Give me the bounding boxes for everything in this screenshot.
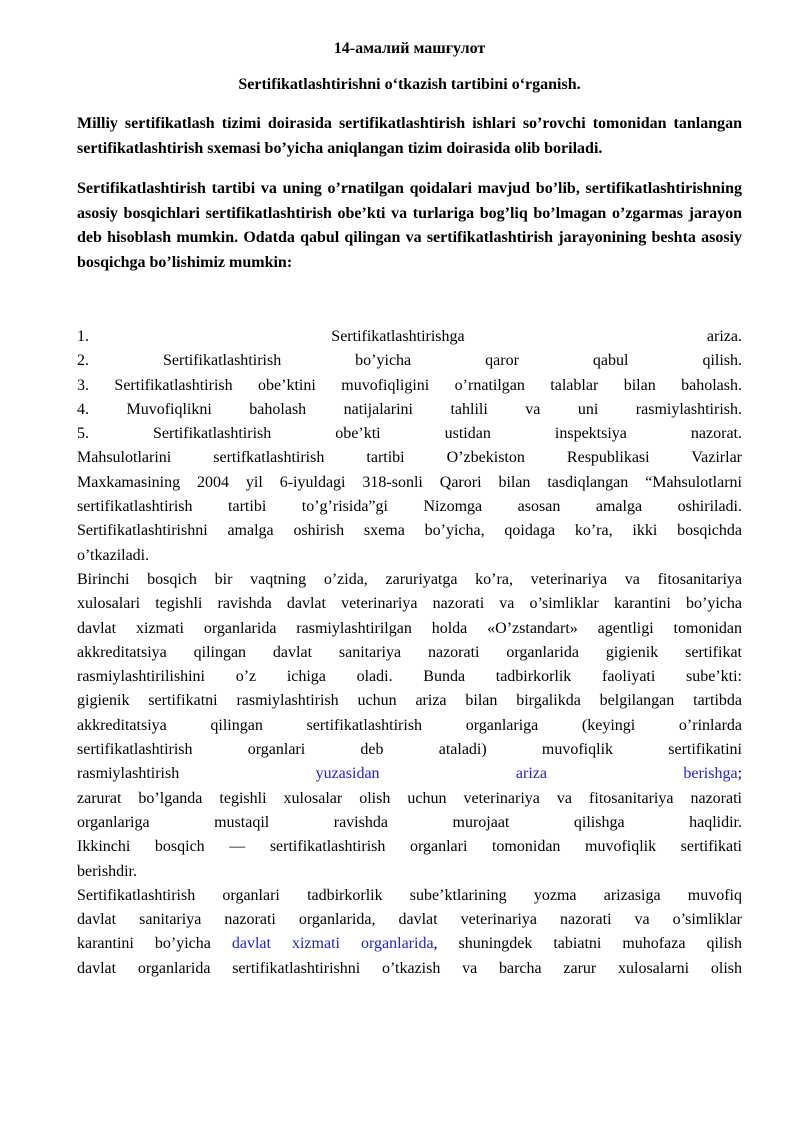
- body-text: [77, 325, 742, 981]
- line-26-before: karantini bo’yicha: [77, 935, 232, 953]
- body-line: o’tkaziladi.: [77, 546, 150, 564]
- body-line: sertifikatlashtirish organlari deb ataladi) muvofiqlik sertifikatini: [77, 741, 742, 759]
- body-line-19: [77, 762, 742, 786]
- body-line: 4. Muvofiqlikni baholash natijalarini tahlili va uni rasmiylashtirish.: [77, 400, 742, 418]
- body-line: 3. Sertifikatlashtirish obe’ktini muvofiqligini o’rnatilgan talablar bilan baholash.: [77, 376, 742, 394]
- body-line-27: davlat organlarida sertifikatlashtirishni o’tkazish va barcha zarur xulosalarni olish: [77, 959, 742, 977]
- body-line: Maxkamasining 2004 yil 6-iyuldagi 318-sonli Qarori bilan tasdiqlangan “Mahsulotlarni: [77, 473, 742, 491]
- page-title: 14-амалий машғулот: [333, 40, 486, 57]
- body-lines-a: [77, 325, 742, 762]
- body-line: Ikkinchi bosqich — sertifikatlashtirish organlari tomonidan muvofiqlik sertifikati: [77, 838, 742, 856]
- link-berishga[interactable]: berishga: [683, 765, 738, 783]
- body-line: 5. Sertifikatlashtirish obe’kti ustidan inspektsiya nazorat.: [77, 425, 742, 443]
- body-line: zarurat bo’lganda tegishli xulosalar olish uchun veterinariya va fitosanitariya nazorati: [77, 789, 742, 807]
- body-line: berishdir.: [77, 862, 137, 880]
- body-line: sertifikatlashtirish tartibi to’g’risida”gi Nizomga asosan amalga oshiriladi.: [77, 498, 742, 516]
- line-19-after: ;: [737, 765, 743, 783]
- line-26-after: , shuningdek tabiatni muhofaza qilish: [433, 935, 742, 953]
- body-line: Mahsulotlarini sertifkatlashtirish tartibi O’zbekiston Respublikasi Vazirlar: [77, 449, 742, 467]
- link-davlat-xizmati-organlarida[interactable]: davlat xizmati organlarida: [231, 935, 434, 953]
- body-line: 1. Sertifikatlashtirishga ariza.: [77, 328, 742, 345]
- body-line: gigienik sertifikatni rasmiylashtirish uchun ariza bilan birgalikda belgilangan tartibda: [77, 692, 742, 710]
- link-yuzasidan[interactable]: yuzasidan: [315, 765, 380, 783]
- document-page: [77, 38, 742, 981]
- body-line: organlariga mustaqil ravishda murojaat qilishga haqlidir.: [77, 813, 742, 831]
- body-line: Birinchi bosqich bir vaqtning o’zida, zaruriyatga ko’ra, veterinariya va fitosanitariya: [77, 570, 742, 588]
- spacer: [77, 291, 742, 325]
- body-line: xulosalari tegishli ravishda davlat veterinariya nazorati va o’simliklar karantini bo’yicha: [77, 595, 742, 613]
- stages-intro-paragraph: Sertifikatlashtirish tartibi va uning o’rnatilgan qoidalari mavjud bo’lib, sertifikatlashtirishning asosiy bosqichlari sertifikatlashtirish obe’kti va turlariga bog’liq bo’lmagan o’zgarmas jarayon deb hisoblash mumkin. Odatda qabul qilingan va sertifikatlashtirish jarayonining beshta asosiy bosqichga bo’lishimiz mumkin:: [77, 180, 742, 271]
- link-ariza[interactable]: ariza: [515, 765, 547, 783]
- body-line: akkreditatsiya qilingan davlat sanitariya nazorati organlarida gigienik sertifikat: [77, 643, 742, 661]
- body-line: akkreditatsiya qilingan sertifikatlashtirish organlariga (keyingi o’rinlarda: [77, 716, 742, 734]
- line-19-before: rasmiylashtirish: [77, 765, 316, 783]
- body-line: rasmiylashtirilishini o’z ichiga oladi. Bunda tadbirkorlik faoliyati sube’kti:: [77, 668, 742, 686]
- body-line: 2. Sertifikatlashtirish bo’yicha qaror qabul qilish.: [77, 352, 742, 370]
- intro-paragraph: Milliy sertifikatlash tizimi doirasida sertifikatlashtirish ishlari so’rovchi tomonidan tanlangan sertifikatlashtirish sxemasi bo’yicha aniqlangan tizim doirasida olib boriladi.: [77, 115, 742, 157]
- body-line-26: [77, 932, 742, 956]
- body-lines-b: [77, 787, 742, 933]
- body-line: Sertifikatlashtirish organlari tadbirkorlik sube’ktlarining yozma arizasiga muvofiq: [77, 886, 742, 904]
- body-line: davlat sanitariya nazorati organlarida, davlat veterinariya nazorati va o’simliklar: [77, 911, 742, 929]
- body-line: Sertifikatlashtirishni amalga oshirish sxema bo’yicha, qoidaga ko’ra, ikki bosqichda: [77, 522, 742, 540]
- body-line: davlat xizmati organlarida rasmiylashtirilgan holda «O’zstandart» agentligi tomonidan: [77, 619, 742, 637]
- page-subtitle: Sertifikatlashtirishni o‘tkazish tartibini o‘rganish.: [238, 76, 581, 93]
